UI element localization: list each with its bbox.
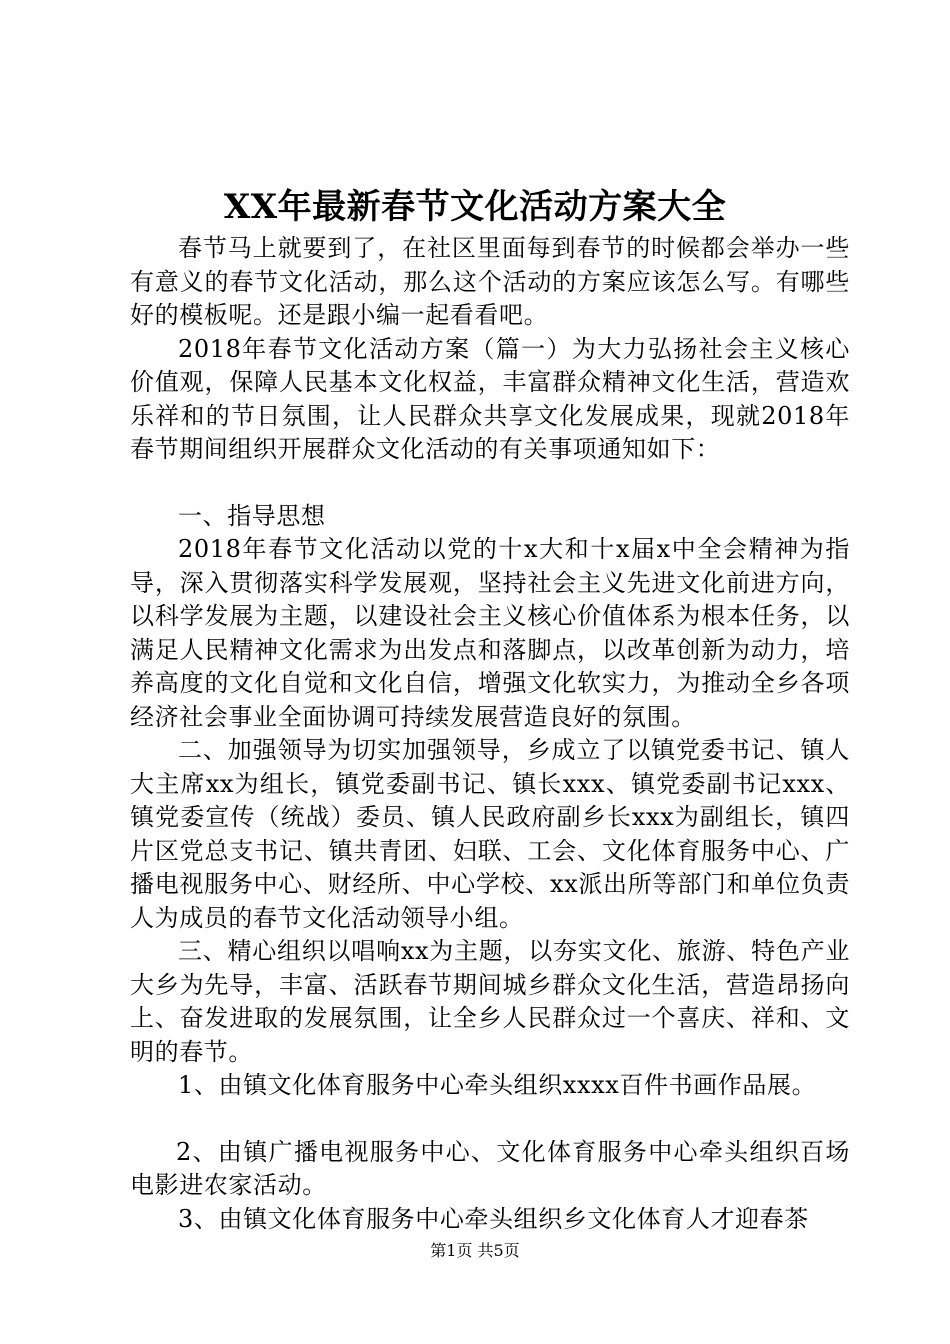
paragraph-leadership: 二、加强领导为切实加强领导，乡成立了以镇党委书记、镇人大主席xx为组长，镇党委副书记、镇长xxx、镇党委副书记xxx、镇党委宣传（统战）委员、镇人民政府副乡长xxx为副组长，镇四片区党总支书记、镇共青团、妇联、工会、文化体育服务中心、广播电视服务中心、财经所、中心学校、xx派出所等部门和单位负责人为成员的春节文化活动领导小组。 xyxy=(130,736,850,932)
document-title: XX年最新春节文化活动方案大全 xyxy=(223,187,727,227)
list-item-2: 2、由镇广播电视服务中心、文化体育服务中心牵头组织百场电影进农家活动。 xyxy=(130,1137,850,1199)
document-body xyxy=(130,232,850,1236)
section-heading-guiding-ideology: 一、指导思想 xyxy=(178,501,326,530)
list-item-3: 3、由镇文化体育服务中心牵头组织乡文化体育人才迎春茶 xyxy=(178,1204,809,1233)
paragraph-intro: 春节马上就要到了，在社区里面每到春节的时候都会举办一些有意义的春节文化活动，那么这个活动的方案应该怎么写。有哪些好的模板呢。还是跟小编一起看看吧。 xyxy=(130,234,850,329)
paragraph-organization: 三、精心组织以唱响xx为主题，以夯实文化、旅游、特色产业大乡为先导，丰富、活跃春节期间城乡群众文化生活，营造昂扬向上、奋发进取的发展氛围，让全乡人民群众过一个喜庆、祥和、文明的春节。 xyxy=(130,937,850,1066)
paragraph-plan-intro: 2018年春节文化活动方案（篇一）为大力弘扬社会主义核心价值观，保障人民基本文化权益，丰富群众精神文化生活，营造欢乐祥和的节日氛围，让人民群众共享文化发展成果，现就2018年春节期间组织开展群众文化活动的有关事项通知如下： xyxy=(130,334,850,463)
paragraph-guiding-ideology: 2018年春节文化活动以党的十x大和十x届x中全会精神为指导，深入贯彻落实科学发展观，坚持社会主义先进文化前进方向，以科学发展为主题，以建设社会主义核心价值体系为根本任务，以满足人民精神文化需求为出发点和落脚点，以改革创新为动力，培养高度的文化自觉和文化自信，增强文化软实力，为推动全乡各项经济社会事业全面协调可持续发展营造良好的氛围。 xyxy=(130,535,850,731)
list-item-1: 1、由镇文化体育服务中心牵头组织xxxx百件书画作品展。 xyxy=(178,1071,817,1099)
page-footer: 第1页 共5页 xyxy=(430,1241,520,1260)
